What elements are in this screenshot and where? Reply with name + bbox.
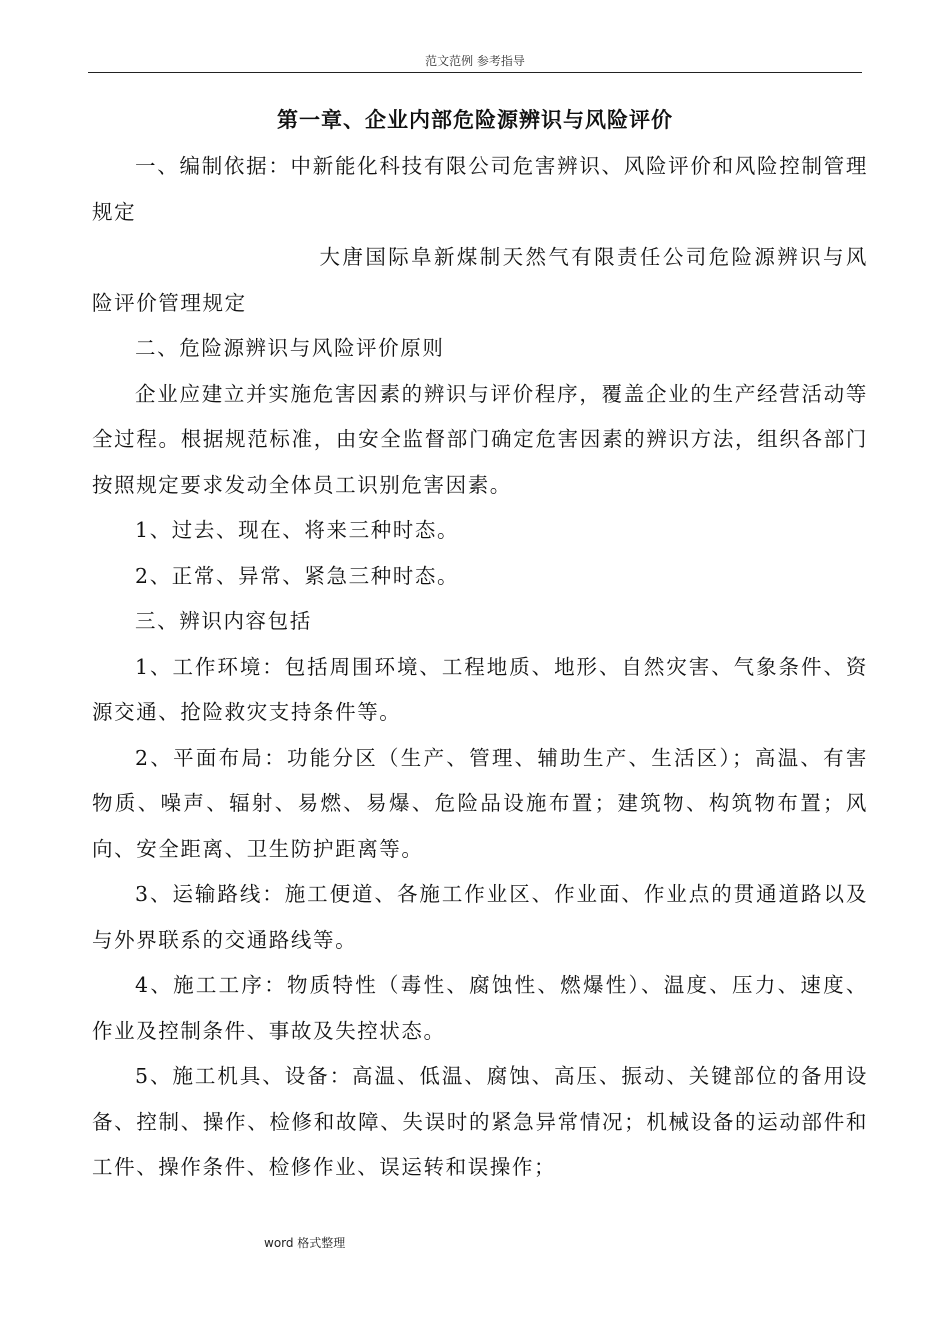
- paragraph-basis: 一、编制依据：中新能化科技有限公司危害辨识、风险评价和风险控制管理规定: [92, 154, 868, 224]
- list-item-transport: 3、运输路线：施工便道、各施工作业区、作业面、作业点的贯通道路以及与外界联系的交通路线等。: [92, 882, 868, 952]
- page-header: 范文范例 参考指导: [88, 54, 862, 73]
- section-heading-content: 三、辨识内容包括: [135, 609, 312, 633]
- chapter-title: 第一章、企业内部危险源辨识与风险评价: [277, 108, 673, 132]
- list-item-tense-2: 2、正常、异常、紧急三种时态。: [135, 563, 460, 588]
- paragraph-basis-continued: 大唐国际阜新煤制天然气有限责任公司危险源辨识与风险评价管理规定: [92, 245, 868, 315]
- list-item-process: 4、施工工序：物质特性（毒性、腐蚀性、燃爆性）、温度、压力、速度、作业及控制条件、事故及失控状态。: [92, 973, 868, 1043]
- list-item-layout: 2、平面布局：功能分区（生产、管理、辅助生产、生活区）；高温、有害物质、噪声、辐射、易燃、易爆、危险品设施布置；建筑物、构筑物布置；风向、安全距离、卫生防护距离等。: [92, 745, 868, 861]
- paragraph-principles: 企业应建立并实施危害因素的辨识与评价程序，覆盖企业的生产经营活动等全过程。根据规范标准，由安全监督部门确定危害因素的辨识方法，组织各部门按照规定要求发动全体员工识别危害因素。: [92, 381, 868, 497]
- list-item-equipment: 5、施工机具、设备：高温、低温、腐蚀、高压、振动、关键部位的备用设备、控制、操作、检修和故障、失误时的紧急异常情况；机械设备的运动部件和工件、操作条件、检修作业、误运转和误操作；: [92, 1064, 868, 1179]
- document-body: [92, 144, 868, 1191]
- section-heading-principles: 二、危险源辨识与风险评价原则: [135, 336, 445, 360]
- list-item-tense-1: 1、过去、现在、将来三种时态。: [135, 518, 460, 542]
- page-footer: word 格式整理: [264, 1236, 346, 1250]
- list-item-work-environment: 1、工作环境：包括周围环境、工程地质、地形、自然灾害、气象条件、资源交通、抢险救灾支持条件等。: [92, 654, 868, 724]
